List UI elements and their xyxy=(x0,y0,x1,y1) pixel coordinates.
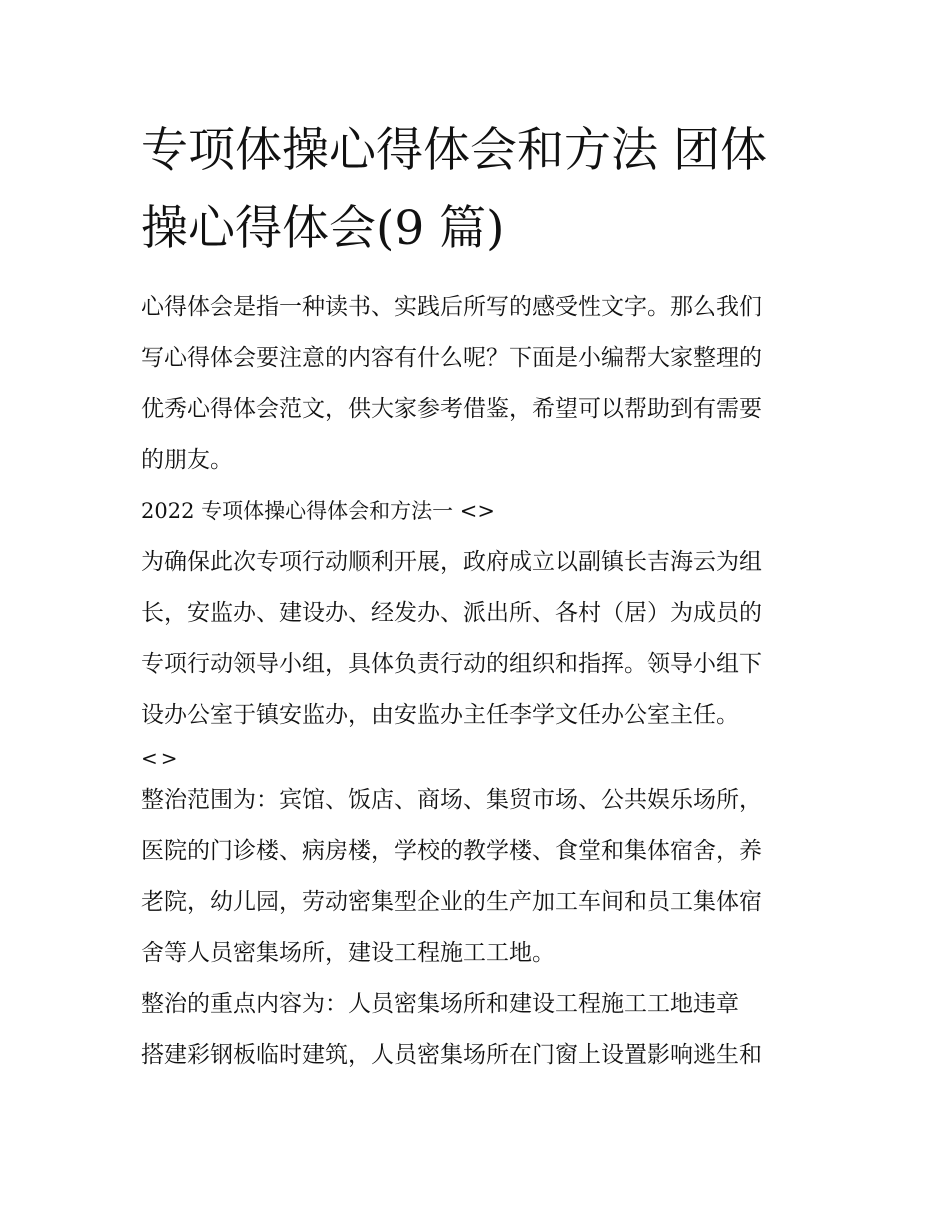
para2-line-2: 医院的门诊楼、病房楼，学校的教学楼、食堂和集体宿舍，养 xyxy=(141,838,762,864)
para1-line-2: 长，安监办、建设办、经发办、派出所、各村（居）为成员的 xyxy=(141,600,762,626)
section-heading: 2022 专项体操心得体会和方法一 <> xyxy=(141,499,495,523)
para1-line-4: 设办公室于镇安监办，由安监办主任李学文任办公室主任。 xyxy=(141,702,739,728)
document-content xyxy=(141,112,817,1081)
empty-marker: <> xyxy=(141,746,181,770)
paragraph-scope xyxy=(141,775,817,979)
para2-line-4: 舍等人员密集场所，建设工程施工工地。 xyxy=(141,940,555,966)
para3-line-1: 整治的重点内容为：人员密集场所和建设工程施工工地违章 xyxy=(141,991,739,1017)
title-line-1: 专项体操心得体会和方法 团体 xyxy=(141,123,767,178)
document-body xyxy=(141,282,817,1081)
intro-line-1: 心得体会是指一种读书、实践后所写的感受性文字。那么我们 xyxy=(141,294,762,320)
para3-line-2: 搭建彩钢板临时建筑，人员密集场所在门窗上设置影响逃生和 xyxy=(141,1042,762,1068)
paragraph-key-content xyxy=(141,979,817,1081)
para1-line-3: 专项行动领导小组，具体负责行动的组织和指挥。领导小组下 xyxy=(141,651,762,677)
intro-paragraph xyxy=(141,282,817,486)
para2-line-3: 老院，幼儿园，劳动密集型企业的生产加工车间和员工集体宿 xyxy=(141,889,762,915)
paragraph-leadership xyxy=(141,537,817,741)
para1-line-1: 为确保此次专项行动顺利开展，政府成立以副镇长吉海云为组 xyxy=(141,549,762,575)
intro-line-2: 写心得体会要注意的内容有什么呢？下面是小编帮大家整理的 xyxy=(141,345,762,371)
para2-line-1: 整治范围为：宾馆、饭店、商场、集贸市场、公共娱乐场所， xyxy=(141,787,762,813)
intro-line-3: 优秀心得体会范文，供大家参考借鉴，希望可以帮助到有需要 xyxy=(141,396,762,422)
title-line-2: 操心得体会(9 篇) xyxy=(141,201,505,256)
document-title xyxy=(141,112,817,268)
intro-line-4: 的朋友。 xyxy=(141,447,233,473)
